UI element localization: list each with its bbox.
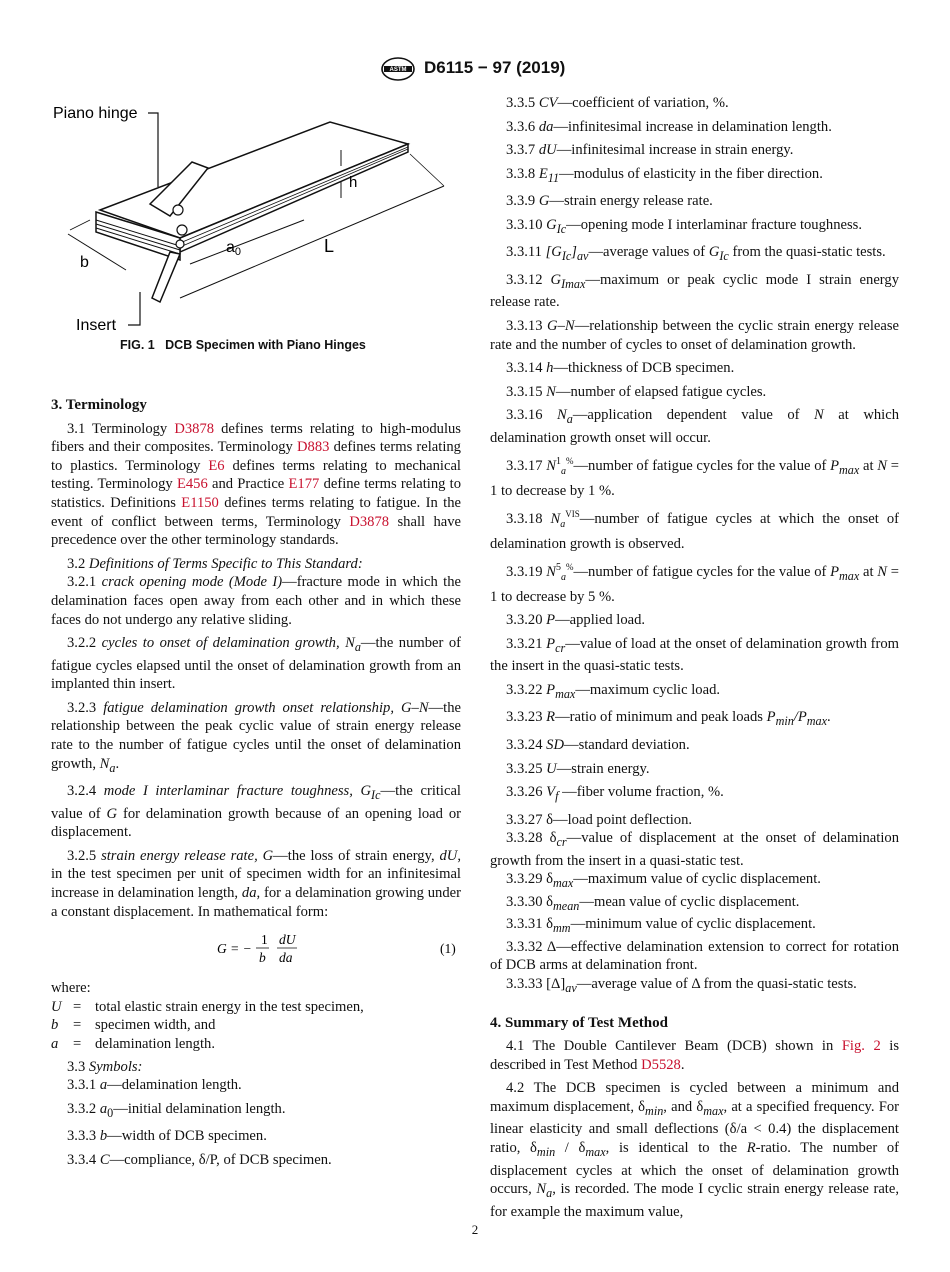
where-def: total elastic strain energy in the test specimen, [95, 998, 364, 1015]
section-4-title: 4. Summary of Test Method [490, 1014, 668, 1031]
eq-label: (1) [440, 941, 456, 957]
where-list [51, 998, 461, 1054]
where-eq: = [73, 998, 82, 1015]
page-header [0, 57, 950, 83]
sym-3-3-10: 3.3.10 $G_{Ic}—opening$ mode I interlaminar fracture toughness. [506, 216, 862, 236]
para-3-2: 3.2 Definitions of Terms Specific to This Standard: [67, 555, 363, 572]
sym-3-3-5: 3.3.5 CV—coefficient of variation, %. [506, 95, 729, 111]
link-e1150[interactable]: E1150 [181, 494, 219, 511]
eq-num1: 1 [261, 932, 268, 948]
para-4-2: 4.2 The DCB specimen is cycled between a minimum and maximum displacement, $\delta_{min}$, and $\delta_{max}$, at a specified frequency. For linear elasticity and small deflections (δ/a < 0.4) the displacement ratio, $\delta_{min} / \delta_{max}$, is identical to the R-ratio. The number of displacement cycles at which the onset of delamination growth occurs, $N_a$, is recorded. The mode I cyclic strain energy release rate, for example the maximum value, [490, 1080, 899, 1220]
sym-3-3-30: 3.3.30 $\delta_{mean}—mean$ value of cyclic displacement. [506, 893, 800, 913]
sym-3-3-29: 3.3.29 $\delta_{max}—maximum$ value of cyclic displacement. [506, 871, 821, 891]
section-3-title: 3. Terminology [51, 397, 147, 413]
sym-3-3-9: 3.3.9 G—strain energy release rate. [506, 193, 713, 210]
where-def: delamination length. [95, 1035, 215, 1052]
sym-3-3-18: 3.3.18 $N_a^{VIS}—number$ of fatigue cycles at which the onset of delamination growth is observed. [490, 509, 899, 552]
sym-3-3-11: 3.3.11 $[G_{Ic}]_{av}—average$ values of $G_{Ic}$ from the quasi-static tests. [506, 244, 886, 264]
where-label: where: [51, 980, 91, 997]
where-row [51, 1016, 461, 1035]
link-fig-2[interactable]: Fig. 2 [841, 1038, 881, 1055]
link-e456[interactable]: E456 [176, 476, 208, 493]
sym-3-3-7: 3.3.7 dU—infinitesimal increase in strain energy. [506, 142, 794, 159]
document-designation: D6115 − 97 (2019) [424, 58, 566, 77]
para-3-3-4: 3.3.4 C—compliance, δ/P, of DCB specimen. [67, 1151, 332, 1168]
link-d3878[interactable]: D3878 [174, 420, 215, 437]
where-row [51, 998, 461, 1017]
sym-3-3-17: 3.3.17 $N^1_a^{\%}—number$ of fatigue cycles for the value of $P_{max}$ at N = 1 to decrease by 1 %. [490, 456, 899, 499]
astm-logo-text: ASTM [389, 67, 407, 73]
label-insert: Insert [76, 317, 117, 334]
sym-3-3-21: 3.3.21 $P_{cr}—value$ of load at the onset of delamination growth from the insert in the quasi-static tests. [490, 635, 899, 675]
left-column [51, 396, 461, 1169]
link-d3878-2[interactable]: D3878 [349, 513, 390, 530]
label-piano-hinge: Piano hinge [53, 105, 138, 122]
figure-caption [120, 338, 366, 352]
where-sym: U [51, 998, 62, 1015]
where-sym: a [51, 1035, 59, 1052]
where-sym: b [51, 1017, 59, 1034]
where-eq: = [73, 1035, 82, 1052]
sym-3-3-16: 3.3.16 $N_a—application$ dependent value of N at which delamination growth onset will occur. [490, 407, 899, 446]
label-h: h [349, 174, 358, 191]
para-3-1: 3.1 Terminology D3878 defines terms relating to high-modulus fibers and their composites. Terminology D883 defines terms relating to plastics. Terminology E6 defines terms relating to mechanical testing. Terminology E456 and Practice E177 define terms relating to statistics. Definitions E1150 defines terms relating to fatigue. In the event of conflict between terms, Terminology D3878 shall have precedence over the other terminology standards. [51, 420, 462, 549]
link-d5528[interactable]: D5528 [641, 1056, 681, 1073]
where-eq: = [73, 1017, 82, 1034]
sym-3-3-23: 3.3.23 R—ratio of minimum and peak loads $P_{min}/P_{max}$. [506, 709, 831, 729]
eq-num2: dU [279, 932, 296, 948]
astm-logo-icon [380, 57, 416, 81]
label-a0: a0 [226, 239, 242, 258]
where-def: specimen width, and [95, 1017, 216, 1034]
para-3-2-3: 3.2.3 fatigue delamination growth onset relationship, G–N—the relationship between the peak cyclic value of strain energy release rate to the number of fatigue cycles until the onset of delamination growth, $N_a$. [51, 699, 461, 775]
eq-den1: b [259, 950, 266, 966]
para-3-2-5: 3.2.5 strain energy release rate, G—the loss of strain energy, dU, in the test specimen per unit of specimen width for an infinitesimal increase in delamination length, da, for a delamination growing under a constant displacement. In mathematical form: [51, 847, 461, 920]
label-b: b [80, 254, 89, 271]
figure-number: FIG. 1 [120, 338, 155, 352]
sym-3-3-6: 3.3.6 da—infinitesimal increase in delamination length. [506, 118, 832, 135]
sym-3-3-27: 3.3.27 δ—load point deflection. [506, 811, 693, 828]
link-d883[interactable]: D883 [296, 439, 330, 456]
sym-3-3-20: 3.3.20 P—applied load. [506, 612, 646, 629]
figure-title: DCB Specimen with Piano Hinges [165, 338, 366, 352]
link-e177[interactable]: E177 [288, 476, 320, 493]
sym-3-3-15: 3.3.15 N—number of elapsed fatigue cycles. [506, 383, 767, 400]
para-3-3-1: 3.3.1 a—delamination length. [67, 1077, 242, 1094]
equation-1 [51, 931, 461, 967]
para-4-1: 4.1 The Double Cantilever Beam (DCB) shown in Fig. 2 is described in Test Method D5528. [490, 1038, 900, 1073]
page-number: 2 [471, 1222, 479, 1237]
sym-3-3-26: 3.3.26 $V_f$ —fiber volume fraction, %. [506, 784, 724, 804]
sym-3-3-31: 3.3.31 $\delta_{mm}—minimum$ value of cyclic displacement. [506, 916, 816, 936]
dcb-specimen-figure [40, 92, 470, 372]
sym-3-3-19: 3.3.19 $N^5_a^{\%}—number$ of fatigue cycles for the value of $P_{max}$ at N = 1 to decrease by 5 %. [490, 562, 899, 605]
para-3-3-3: 3.3.3 b—width of DCB specimen. [67, 1128, 267, 1145]
para-3-3-2: 3.3.2 $a_0—initial$ delamination length. [67, 1100, 286, 1120]
where-row [51, 1035, 461, 1054]
sym-3-3-32: 3.3.32 Δ—effective delamination extension to correct for rotation of DCB arms at delamination front. [490, 938, 900, 974]
sym-3-3-22: 3.3.22 $P_{max}—maximum$ cyclic load. [506, 681, 721, 701]
para-3-2-2: 3.2.2 cycles to onset of delamination growth, $N_a—the$ number of fatigue cycles elapsed until the onset of delamination growth from an implanted thin insert. [51, 635, 461, 693]
eq-den2: da [279, 950, 293, 966]
eq-lhs: G = − [217, 941, 252, 957]
sym-3-3-28: 3.3.28 $\delta_{cr}—value$ of displacement at the onset of delamination growth from the insert in a quasi-static test. [490, 830, 899, 869]
para-3-2-4: 3.2.4 mode I interlaminar fracture toughness, $G_{Ic}—the$ critical value of G for delamination growth because of an opening load or displacement. [51, 783, 461, 841]
sym-3-3-33: 3.3.33 $[\Delta]_{av}—average$ value of Δ from the quasi-static tests. [506, 976, 857, 995]
para-3-3: 3.3 Symbols: [67, 1058, 143, 1075]
sym-3-3-24: 3.3.24 SD—standard deviation. [506, 736, 690, 753]
right-column [490, 94, 899, 1221]
sym-3-3-25: 3.3.25 U—strain energy. [506, 760, 650, 777]
label-L: L [324, 236, 335, 256]
sym-3-3-8: 3.3.8 $E_{11}—modulus$ of elasticity in the fiber direction. [506, 165, 823, 185]
link-e6[interactable]: E6 [208, 457, 225, 474]
para-3-2-1: 3.2.1 crack opening mode (Mode I)—fracture mode in which the delamination faces open away from each other and in which these faces do not undergo any relative sliding. [51, 574, 461, 628]
sym-3-3-12: 3.3.12 $G_{Imax}—maximum$ or peak cyclic mode I strain energy release rate. [490, 271, 899, 311]
sym-3-3-13: 3.3.13 G–N—relationship between the cyclic strain energy release rate and the number of cycles to onset of delamination growth. [490, 317, 899, 353]
sym-3-3-14: 3.3.14 h—thickness of DCB specimen. [506, 360, 735, 377]
